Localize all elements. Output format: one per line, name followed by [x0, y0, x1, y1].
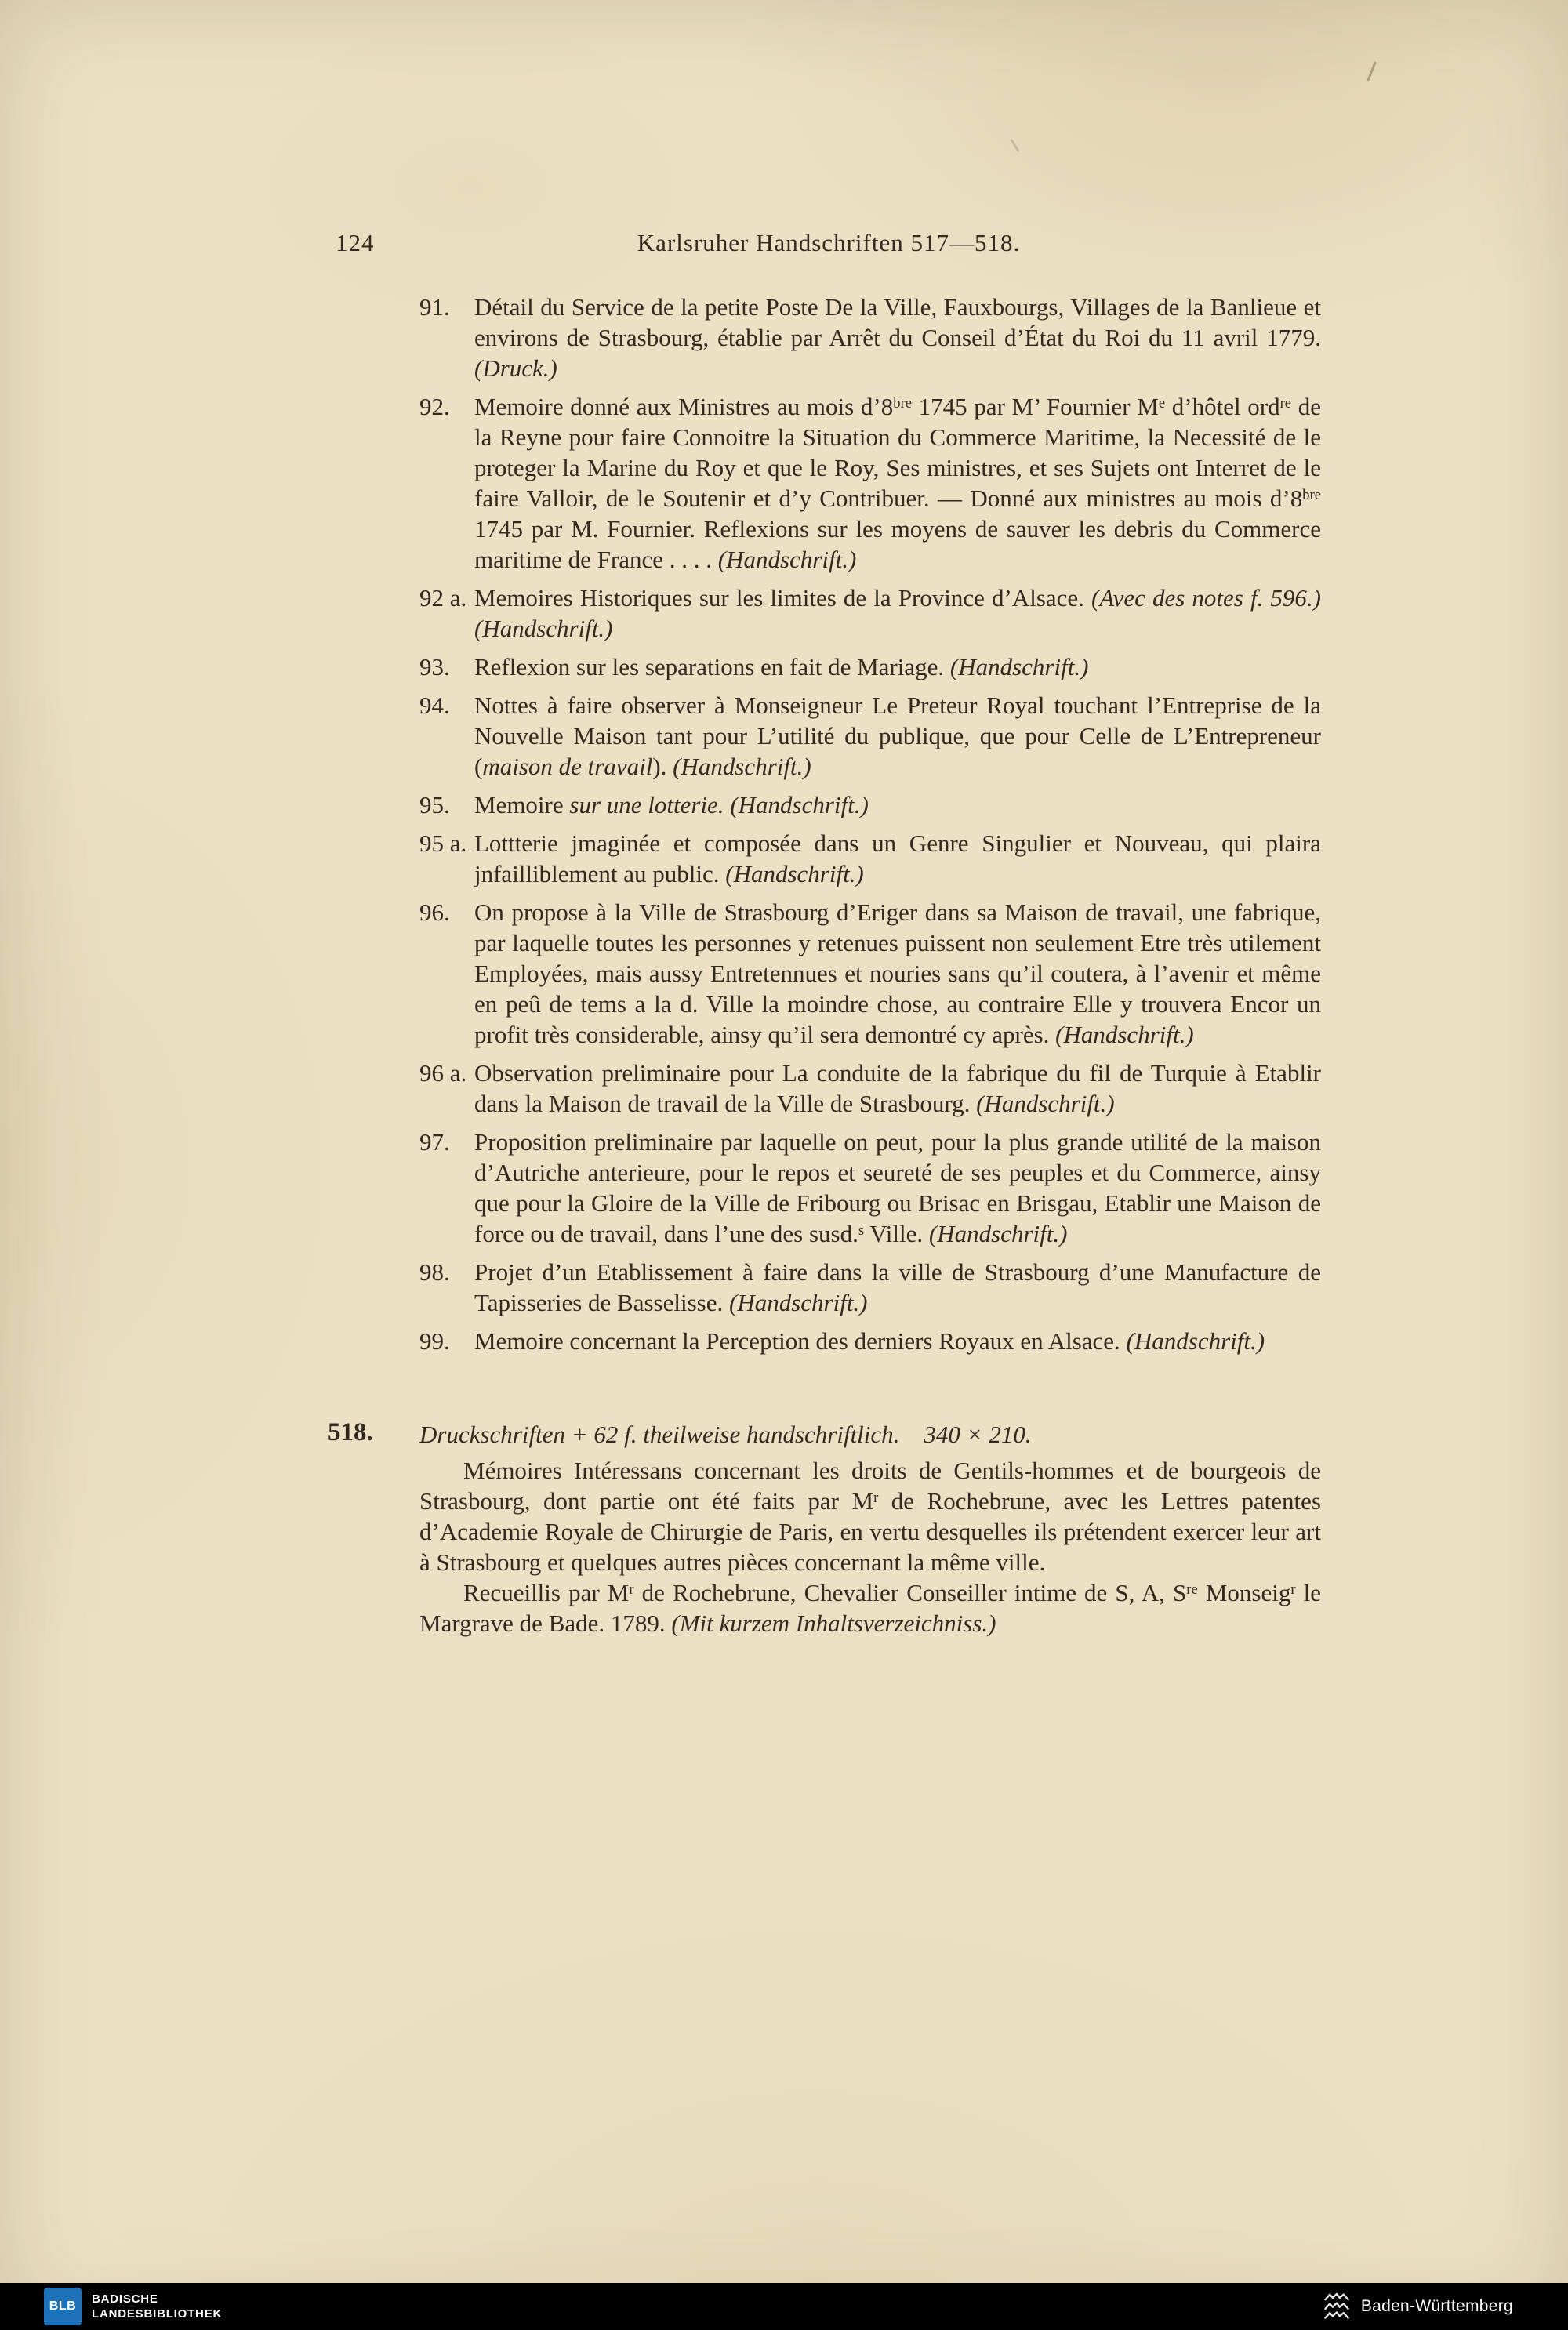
entry-text: [474, 690, 1321, 782]
entry-number: 92.: [419, 393, 450, 420]
catalog-entry: [419, 1058, 1321, 1119]
blb-line1: BADISCHE: [92, 2292, 158, 2306]
text-segment: 340 × 210.: [899, 1421, 1032, 1448]
entry-number: 94.: [419, 691, 450, 719]
entry-number: 91.: [419, 293, 450, 321]
text-segment: (Mit kurzem Inhaltsverzeichniss.): [671, 1610, 996, 1637]
paragraph: [419, 1577, 1321, 1639]
text-segment: re: [1279, 394, 1292, 412]
text-segment: Projet d’un Etablissement à faire dans la ville de Strasbourg d’une Manufacture de Tapisseries de Basselisse.: [474, 1258, 1321, 1316]
text-segment: Memoires Historiques sur les limites de la Province d’Alsace.: [474, 584, 1092, 612]
text-segment: (Handschrift.): [730, 791, 869, 818]
bw-label: Baden-Württemberg: [1360, 2297, 1513, 2315]
entry-518-paragraphs: [419, 1455, 1321, 1639]
scan-artifact: [1010, 139, 1020, 153]
text-segment: s: [858, 1221, 865, 1239]
text-segment: (Handschrift.): [928, 1220, 1068, 1247]
entry-518: [328, 1418, 1322, 1639]
text-segment: r: [629, 1581, 634, 1598]
text-segment: Monseig: [1197, 1579, 1291, 1606]
entry-number: 96.: [419, 898, 450, 926]
text-segment: bre: [1302, 486, 1321, 503]
text-segment: Druckschriften + 62 f. theilweise handschriftlich.: [419, 1421, 900, 1448]
catalog-entry: [419, 690, 1321, 782]
text-segment: r: [1290, 1581, 1296, 1598]
entry-518-headline: [419, 1419, 1321, 1450]
entry-number: 92 a.: [419, 584, 467, 612]
text-segment: r: [873, 1489, 879, 1506]
catalog-entry: [419, 789, 1321, 820]
text-segment: (Handschrift.): [976, 1090, 1115, 1117]
bw-logo: [1322, 2292, 1513, 2321]
blb-logo-text: [92, 2292, 222, 2321]
text-segment: (Druck.): [474, 354, 557, 382]
text-segment: Mémoires Intéressans concernant les droits de Gentils-hommes et de bourgeois de Strasbourg, dont partie ont été faits par M: [419, 1457, 1321, 1515]
entry-number: 96 a.: [419, 1059, 467, 1087]
text-segment: de Rochebrune, Chevalier Conseiller intime de S, A, S: [633, 1579, 1187, 1606]
catalog-entry: [419, 828, 1321, 889]
text-segment: (Handschrift.): [1126, 1327, 1265, 1355]
text-segment: Memoire concernant la Perception des derniers Royaux en Alsace.: [474, 1327, 1127, 1355]
catalog-entry: [419, 1326, 1321, 1356]
text-segment: 1745 par M’ Fournier M: [911, 393, 1159, 420]
entry-text: [474, 1257, 1321, 1318]
text-segment: Ville.: [864, 1220, 929, 1247]
text-segment: sur une lotterie.: [569, 791, 731, 818]
text-segment: d’hôtel ord: [1165, 393, 1280, 420]
text-segment: (Handschrift.): [1055, 1021, 1194, 1048]
page-header: [336, 227, 1322, 258]
blb-logo-icon: BLB: [44, 2288, 82, 2325]
text-segment: de Rochebrune, avec les Lettres patentes d’Academie Royale de Chirurgie de Paris, en vertu desquelles ils prétendent exercer leur art à Strasbourg et quelques autres pièces concernant la même ville.: [419, 1487, 1321, 1576]
entry-text: [474, 582, 1321, 644]
text-column: [328, 292, 1322, 1639]
text-segment: ).: [652, 753, 673, 780]
text-segment: Lottterie jmaginée et composée dans un Genre Singulier et Nouveau, qui plaira jnfailliblement au public.: [474, 829, 1321, 887]
text-segment: Reflexion sur les separations en fait de Mariage.: [474, 653, 950, 680]
text-segment: 1745 par M. Fournier. Reflexions sur les moyens de sauver les debris du Commerce maritime de France . . . .: [474, 515, 1321, 573]
text-segment: maison de travail: [482, 753, 653, 780]
blb-logo: [44, 2288, 222, 2325]
text-segment: Memoire: [474, 791, 570, 818]
text-segment: Recueillis par M: [463, 1579, 630, 1606]
entry-number: 95 a.: [419, 829, 467, 857]
catalog-entry: [419, 292, 1321, 383]
text-segment: Détail du Service de la petite Poste De la Ville, Fauxbourgs, Villages de la Banlieue et environs de Strasbourg, établie par Arrêt du Conseil d’État du Roi du 11 avril 1779.: [474, 293, 1321, 351]
catalog-entry: [419, 1127, 1321, 1249]
entry-text: [474, 1127, 1321, 1249]
running-title: Karlsruher Handschriften 517—518.: [637, 229, 1021, 256]
text-segment: re: [1186, 1581, 1198, 1598]
entry-number: 95.: [419, 791, 450, 818]
text-segment: de la Reyne pour faire Connoitre la Situation du Commerce Maritime, la Necessité de le proteger la Marine du Roy et que le Roy, Ses ministres, et ses Sujets ont Interret de le faire Valloir, de le Soutenir et d’y Contribuer. — Donné aux ministres au mois d’8: [474, 393, 1321, 512]
entry-number: 518.: [328, 1418, 373, 1446]
text-segment: Proposition preliminaire par laquelle on peut, pour la plus grande utilité de la maison d’Autriche anterieure, pour le repos et seureté de ses peuples et du Commerce, ainsy que pour la Gloire de la Ville de Fribourg ou Brisac en Brisgau, Etablir une Maison de force ou de travail, dans l’une des susd.: [474, 1128, 1321, 1247]
entry-number: 93.: [419, 653, 450, 680]
entry-text: [474, 828, 1321, 889]
text-segment: On propose à la Ville de Strasbourg d’Eriger dans sa Maison de travail, une fabrique, par laquelle toutes les personnes y retenues puissent non seulement Etre très utilement Employées, mais aussy Entretennues et nouries sans qu’il coutera, à l’avenir et même en peû de tems a la d. Ville la moindre chose, au contraire Elle y trouvera Encor un profit très considerable, ainsy qu’il sera demontré cy après.: [474, 898, 1321, 1048]
entry-text: [474, 897, 1321, 1050]
text-segment: Memoire donné aux Ministres au mois d’8: [474, 393, 894, 420]
entry-number: 99.: [419, 1327, 450, 1355]
entry-text: [474, 651, 1321, 682]
text-segment: Observation preliminaire pour La conduite de la fabrique du fil de Turquie à Etablir dans la Maison de travail de la Ville de Strasbourg.: [474, 1059, 1321, 1117]
text-segment: (Handschrift.): [717, 546, 857, 573]
catalog-entries: [419, 292, 1321, 1356]
text-segment: (Avec des notes f. 596.) (Handschrift.): [474, 584, 1321, 642]
catalog-entry: [419, 897, 1321, 1050]
text-segment: Nottes à faire observer à Monseigneur Le Preteur Royal touchant l’Entreprise de la Nouvelle Maison tant pour L’utilité du publique, que pour Celle de L’Entrepreneur (: [474, 691, 1321, 780]
text-segment: bre: [893, 394, 912, 412]
entry-text: [474, 789, 1321, 820]
text-segment: (Handschrift.): [725, 860, 864, 887]
entry-text: [474, 1326, 1321, 1356]
paragraph: [419, 1455, 1321, 1577]
text-segment: (Handschrift.): [673, 753, 811, 780]
text-segment: (Handschrift.): [729, 1289, 868, 1316]
text-segment: (Handschrift.): [949, 653, 1089, 680]
catalog-entry: [419, 582, 1321, 644]
entry-text: [474, 1058, 1321, 1119]
catalog-entry: [419, 1257, 1321, 1318]
page-number: 124: [336, 229, 375, 256]
entry-text: [474, 391, 1321, 575]
catalog-entry: [419, 391, 1321, 575]
text-segment: le Margrave de Bade. 1789.: [419, 1579, 1322, 1637]
entry-number: 98.: [419, 1258, 450, 1286]
catalog-entry: [419, 651, 1321, 682]
bw-antlers-icon: [1322, 2292, 1352, 2321]
text-segment: e: [1158, 394, 1166, 412]
entry-number: 97.: [419, 1128, 450, 1156]
entry-text: [474, 292, 1321, 383]
blb-line2: LANDESBIBLIOTHEK: [92, 2307, 223, 2321]
scan-artifact: [1367, 61, 1377, 81]
library-banner: [0, 2283, 1568, 2330]
